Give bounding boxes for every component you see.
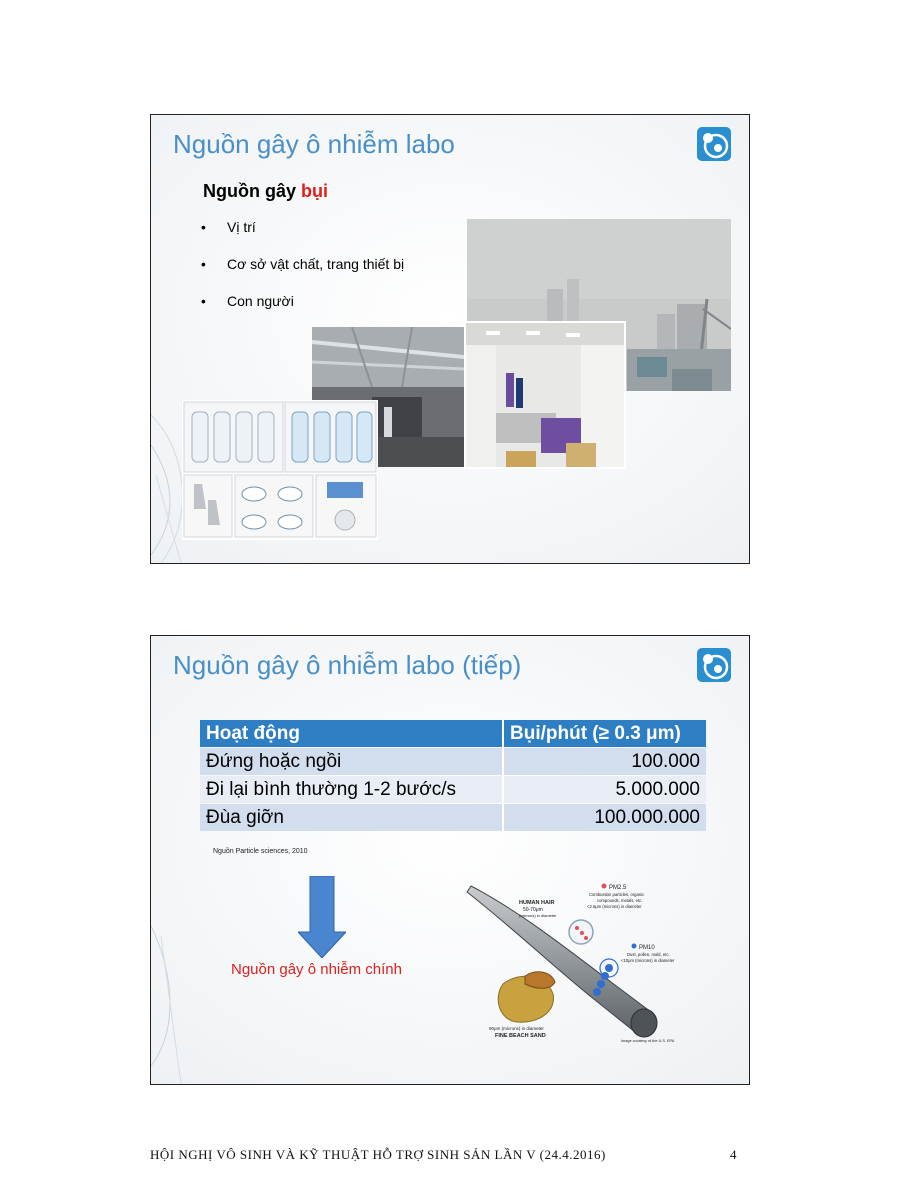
pm25-desc-1: Combustion particles, organic [589,892,645,897]
pm25-desc-3: <2.5μm (microns) in diameter [587,904,642,909]
figure-credit: Image courtesy of the U.S. EPA [621,1039,675,1043]
source-note: Nguồn Particle sciences, 2010 [213,848,308,855]
down-arrow-icon [298,876,346,958]
slide-subtitle [203,181,328,202]
bullet-item: • Cơ sở vật chất, trang thiết bị [201,256,405,272]
lab-renovation-photo [464,321,626,469]
table-row [200,748,706,775]
sand-size: 90μm (microns) in diameter [489,1026,544,1031]
pm25-desc-2: compounds, metals, etc. [597,898,643,903]
human-hair-note: (microns) in diameter [519,913,557,918]
pm10-desc-1: Dust, pollen, mold, etc. [627,952,670,957]
header-activity: Hoạt động [200,720,502,747]
main-source-label: Nguồn gây ô nhiễm chính [231,961,402,978]
dust-emission-table [200,719,706,832]
slide-1 [150,114,750,564]
slide-title: Nguồn gây ô nhiễm labo (tiếp) [173,650,522,680]
dust-value-cell: 100.000.000 [502,804,706,831]
bullet-text: Vị trí [227,219,256,235]
cleanroom-garments-photo [182,400,378,540]
particle-size-figure [461,872,699,1048]
dust-value-cell: 5.000.000 [502,776,706,803]
dust-value-cell: 100.000 [502,748,706,775]
slide-title: Nguồn gây ô nhiễm labo [173,129,455,159]
pm10-label: PM10 [639,945,655,951]
bullet-text: Con người [227,293,294,309]
human-hair-label: HUMAN HAIR [519,900,555,906]
table-row [200,804,706,831]
pm10-desc-2: <10μm (microns) in diameter [621,958,675,963]
table-row [200,776,706,803]
page-footer: HỘI NGHỊ VÔ SINH VÀ KỸ THUẬT HỖ TRỢ SINH SẢN LẦN V (24.4.2016) [150,1147,606,1162]
table-header-row [200,720,706,747]
slide-2 [150,635,750,1085]
sand-label: FINE BEACH SAND [495,1033,546,1039]
activity-cell: Đùa giỡn [200,804,502,831]
activity-cell: Đi lại bình thường 1-2 bước/s [200,776,502,803]
page-number: 4 [730,1147,737,1162]
bullet-item: • Con người [201,293,294,309]
bullet-list [201,219,404,330]
header-dust-per-minute: Bụi/phút (≥ 0.3 μm) [502,720,706,747]
bullet-text: Cơ sở vật chất, trang thiết bị [227,256,405,272]
activity-cell: Đứng hoặc ngồi [200,748,502,775]
pm25-label: PM2.5 [609,885,627,891]
bullet-item: • Vị trí [201,219,256,235]
subtitle-prefix: Nguồn gây [203,181,301,201]
subtitle-highlight: bụi [301,181,328,201]
conference-logo-icon [697,127,731,161]
conference-logo-icon [697,648,731,682]
human-hair-size: 50-70μm [523,907,543,913]
